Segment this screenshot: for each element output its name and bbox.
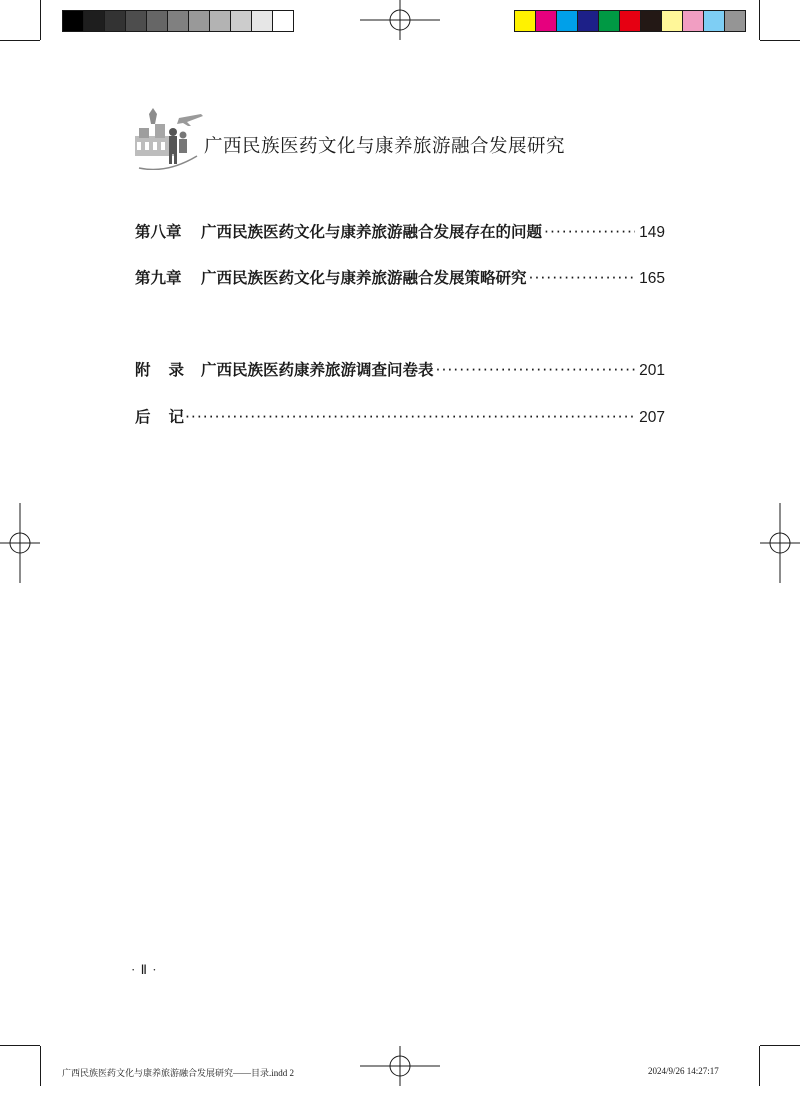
toc-leader-dots <box>185 408 635 426</box>
color-swatch <box>661 10 683 32</box>
registration-mark-icon <box>740 503 800 583</box>
toc-entry-chapter-8[interactable] <box>135 220 665 242</box>
color-swatch <box>83 10 105 32</box>
toc-entry-chapter-9[interactable] <box>135 266 665 288</box>
color-swatch <box>724 10 746 32</box>
registration-mark-icon <box>0 503 60 583</box>
color-swatch <box>251 10 273 32</box>
print-slug-filename: 广西民族医药文化与康养旅游融合发展研究——目录.indd 2 <box>62 1068 295 1078</box>
toc-page-number: 201 <box>639 362 665 379</box>
color-swatch <box>230 10 252 32</box>
color-swatch <box>514 10 536 32</box>
toc-entry-afterword[interactable] <box>135 405 665 427</box>
toc-chapter-label: 第九章 <box>135 269 182 287</box>
color-swatch <box>272 10 294 32</box>
toc-leader-dots <box>436 361 636 379</box>
toc-appendix-label: 附录 <box>135 361 203 379</box>
color-swatch <box>577 10 599 32</box>
toc-chapter-title: 广西民族医药文化与康养旅游融合发展存在的问题 <box>201 223 543 241</box>
crop-mark <box>0 1045 40 1046</box>
page-folio: · Ⅱ · <box>131 962 158 977</box>
color-swatch <box>703 10 725 32</box>
toc-leader-dots <box>544 223 635 241</box>
print-slug-timestamp: 2024/9/26 14:27:17 <box>648 1066 719 1076</box>
toc-chapter-label: 第八章 <box>135 223 182 241</box>
color-swatch <box>209 10 231 32</box>
color-calibration-bar <box>514 10 745 32</box>
color-swatch <box>104 10 126 32</box>
toc-afterword-label: 后记 <box>135 408 203 426</box>
toc-page-number: 165 <box>639 270 665 287</box>
color-swatch <box>146 10 168 32</box>
toc-appendix-title: 广西民族医药康养旅游调查问卷表 <box>201 361 434 379</box>
registration-mark-icon <box>360 1026 440 1106</box>
crop-mark <box>759 1046 760 1086</box>
running-header-title: 广西民族医药文化与康养旅游融合发展研究 <box>204 136 566 157</box>
color-swatch <box>682 10 704 32</box>
gray-calibration-bar <box>62 10 293 32</box>
toc-chapter-title: 广西民族医药文化与康养旅游融合发展策略研究 <box>201 269 527 287</box>
toc-entry-appendix[interactable] <box>135 358 665 380</box>
color-swatch <box>167 10 189 32</box>
crop-mark <box>40 1046 41 1086</box>
color-swatch <box>619 10 641 32</box>
toc-page-number: 149 <box>639 224 665 241</box>
registration-mark-icon <box>360 0 440 60</box>
color-swatch <box>188 10 210 32</box>
toc-page-number: 207 <box>639 409 665 426</box>
color-swatch <box>556 10 578 32</box>
color-swatch <box>125 10 147 32</box>
crop-mark <box>760 40 800 41</box>
crop-mark <box>760 1045 800 1046</box>
crop-mark <box>0 40 40 41</box>
tourism-illustration-icon <box>131 108 203 170</box>
toc-leader-dots <box>529 269 636 287</box>
crop-mark <box>759 0 760 40</box>
color-swatch <box>535 10 557 32</box>
crop-mark <box>40 0 41 40</box>
color-swatch <box>62 10 84 32</box>
color-swatch <box>598 10 620 32</box>
color-swatch <box>640 10 662 32</box>
